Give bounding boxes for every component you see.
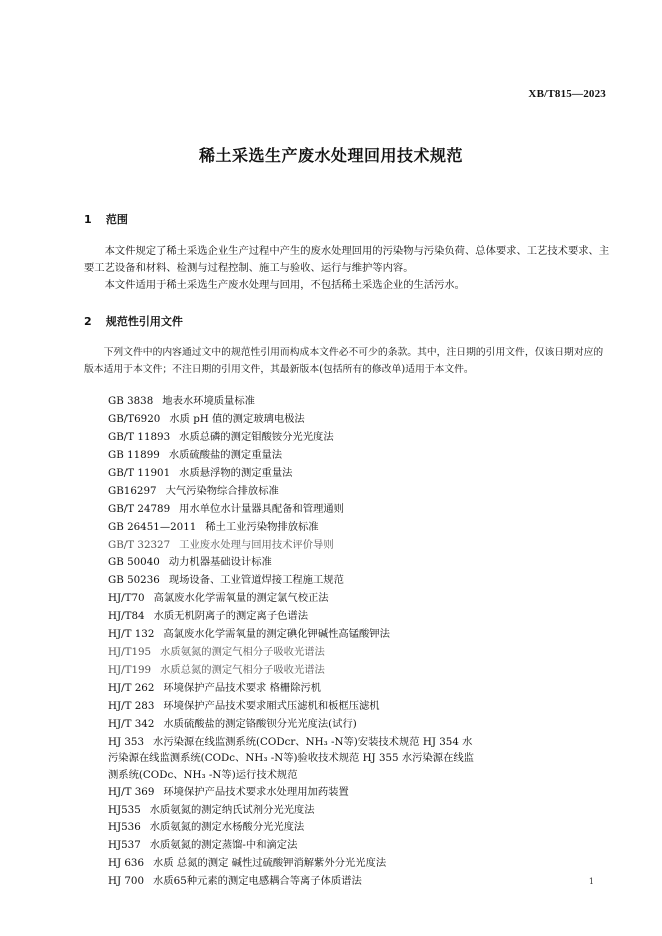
reference-name: 水质总氮的测定气相分子吸收光谱法 xyxy=(160,664,325,677)
reference-code: HJ/T195 xyxy=(108,646,152,659)
reference-code: HJ/T199 xyxy=(108,664,152,677)
reference-code: HJ 353 xyxy=(108,735,145,748)
reference-name: 环境保护产品技术要求水处理用加药装置 xyxy=(163,785,349,798)
reference-item xyxy=(108,554,478,572)
reference-code: GB/T 24789 xyxy=(108,502,171,515)
reference-code: HJ536 xyxy=(108,821,141,834)
reference-name: 高氯废水化学需氧量的测定碘化钾碱性高锰酸钾法 xyxy=(163,628,390,641)
reference-name: 大气污染物综合排放标准 xyxy=(165,484,279,497)
reference-name: 水污染源在线监测系统(CODcr、NH₃ -N等)安装技术规范 HJ 354 水污染源在线监测系统(CODc、NH₃ -N等)验收技术规范 HJ 355 水污染源在线监测系统(CODc、NH₃ -N等)运行技术规范 xyxy=(108,735,474,781)
reference-code: HJ/T70 xyxy=(108,592,145,605)
reference-item xyxy=(108,465,478,483)
reference-code: GB 50236 xyxy=(108,574,160,587)
section-1-title: 范围 xyxy=(105,213,128,226)
reference-item xyxy=(108,716,478,734)
reference-name: 用水单位水计量器具配备和管理通则 xyxy=(179,502,344,515)
reference-name: 水质氨氮的测定纳氏试剂分光光度法 xyxy=(149,803,315,816)
page-number: 1 xyxy=(588,877,594,886)
reference-item xyxy=(108,519,478,537)
reference-name: 高氯废水化学需氧量的测定氯气校正法 xyxy=(153,592,329,605)
reference-name: 水质氨氮的测定气相分子吸收光谱法 xyxy=(160,646,325,659)
reference-name: 稀土工业污染物排放标准 xyxy=(205,520,319,533)
reference-code: GB/T 11893 xyxy=(108,430,171,443)
reference-name: 水质悬浮物的测定重量法 xyxy=(179,466,293,479)
reference-item xyxy=(108,837,478,855)
reference-item xyxy=(108,855,478,873)
reference-code: HJ/T 283 xyxy=(108,699,155,712)
reference-item xyxy=(108,483,478,501)
section-2-intro: 下列文件中的内容通过文中的规范性引用而构成本文件必不可少的条款。其中，注日期的引用文件，仅该日期对应的版本适用于本文件；不注日期的引用文件，其最新版本(包括所有的修改单)适用于本文件。 xyxy=(84,347,604,375)
reference-name: 环境保护产品技术要求 格栅除污机 xyxy=(163,682,322,694)
reference-code: HJ 636 xyxy=(108,857,145,870)
reference-item xyxy=(108,590,478,608)
reference-item xyxy=(108,819,478,837)
reference-name: 水质 总氮的测定 碱性过硫酸钾消解紫外分光光度法 xyxy=(153,857,387,870)
reference-item xyxy=(108,680,478,698)
reference-name: 动力机器基础设计标准 xyxy=(168,556,272,569)
reference-code: GB16297 xyxy=(108,484,157,497)
reference-item xyxy=(108,608,478,626)
section-1-number: 1 xyxy=(84,213,92,226)
reference-code: GB 11899 xyxy=(108,448,160,461)
reference-item xyxy=(108,447,478,465)
reference-item xyxy=(108,644,478,662)
reference-name: 水质无机阴离子的测定离子色谱法 xyxy=(153,610,309,623)
reference-item xyxy=(108,572,478,590)
reference-name: 水质氨氮的测定水杨酸分光光度法 xyxy=(149,821,305,834)
section-1-paragraph-1: 本文件规定了稀土采选企业生产过程中产生的废水处理回用的污染物与污染负荷、总体要求、工艺技术要求、主要工艺设备和材料、检测与过程控制、施工与验收、运行与维护等内容。 xyxy=(84,245,610,274)
reference-code: HJ/T84 xyxy=(108,610,145,623)
reference-name: 水质总磷的测定钼酸铵分光光度法 xyxy=(179,430,334,443)
reference-code: HJ537 xyxy=(108,839,141,852)
reference-code: HJ 700 xyxy=(108,875,145,888)
reference-code: GB 26451—2011 xyxy=(108,520,197,533)
document-code: XB/T815—2023 xyxy=(528,88,606,100)
reference-item xyxy=(108,734,478,784)
reference-item xyxy=(108,537,478,555)
reference-name: 水质65种元素的测定电感耦合等离子体质谱法 xyxy=(153,875,362,888)
document-title: 稀土采选生产废水处理回用技术规范 xyxy=(198,146,463,165)
reference-code: HJ/T 369 xyxy=(108,785,155,798)
reference-item xyxy=(108,662,478,680)
reference-item xyxy=(108,698,478,716)
reference-name: 水质硫酸盐的测定重量法 xyxy=(168,448,283,461)
reference-name: 环境保护产品技术要求厢式压滤机和板框压滤机 xyxy=(163,699,380,712)
section-1-paragraph-2: 本文件适用于稀土采选生产废水处理与回用，不包括稀土采选企业的生活污水。 xyxy=(104,279,465,291)
section-1-heading xyxy=(84,211,128,227)
section-2-number: 2 xyxy=(84,315,92,328)
reference-code: GB/T 32327 xyxy=(108,538,171,551)
reference-item xyxy=(108,393,478,411)
reference-code: GB/T6920 xyxy=(108,412,161,425)
reference-item xyxy=(108,784,478,802)
reference-name: 水质氨氮的测定蒸馏-中和滴定法 xyxy=(149,839,298,852)
reference-code: GB 50040 xyxy=(108,556,160,569)
reference-code: GB 3838 xyxy=(108,395,154,407)
reference-name: 工业废水处理与回用技术评价导则 xyxy=(179,538,334,551)
reference-name: 水质 pH 值的测定玻璃电极法 xyxy=(169,412,305,425)
reference-name: 水质硫酸盐的测定铬酸钡分光光度法(试行) xyxy=(163,717,357,730)
reference-list xyxy=(108,393,478,891)
reference-code: HJ/T 342 xyxy=(108,717,155,730)
section-2-title: 规范性引用文件 xyxy=(105,315,183,328)
reference-code: GB/T 11901 xyxy=(108,466,171,479)
reference-item xyxy=(108,429,478,447)
reference-code: HJ/T 132 xyxy=(108,628,155,641)
reference-item xyxy=(108,873,478,891)
reference-name: 地表水环境质量标准 xyxy=(162,395,255,407)
reference-item xyxy=(108,411,478,429)
reference-item xyxy=(108,501,478,519)
reference-name: 现场设备、工业管道焊接工程施工规范 xyxy=(168,574,344,587)
reference-item xyxy=(108,802,478,820)
reference-code: HJ535 xyxy=(108,803,141,816)
reference-item xyxy=(108,626,478,644)
reference-code: HJ/T 262 xyxy=(108,682,155,694)
section-2-heading xyxy=(84,313,183,329)
